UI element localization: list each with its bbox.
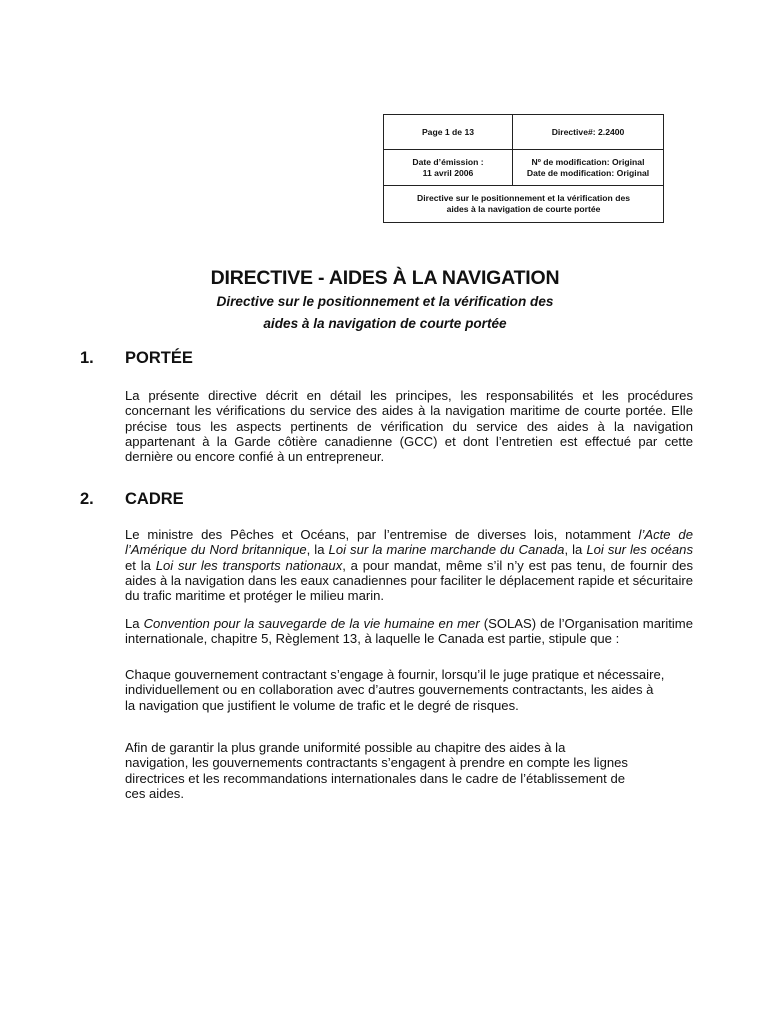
text-run: , la — [306, 542, 329, 558]
section-2-number: 2. — [80, 490, 94, 508]
document-title-line-2: aides à la navigation de courte portée — [446, 204, 601, 214]
subtitle-line-1: Directive sur le positionnement et la vérification des — [216, 294, 554, 309]
text-run: (SOLAS) de l’Organisation maritime internationale, chapitre 5, Règlement 13, à laquelle le Canada est partie, stipule que : — [125, 616, 693, 647]
text-run: , a pour mandat, même s’il n’y est pas tenu, de fournir des aides à la navigation dans les eaux canadiennes pour faciliter le déplacement rapide et sécuritaire du trafic maritime et protéger le milieu marin. — [125, 557, 693, 604]
modification-cell — [513, 150, 664, 186]
text-run: Le ministre des Pêches et Océans, par l’entremise de diverses lois, notamment — [125, 527, 639, 542]
law-reference: l’Acte de l’Amérique du Nord britannique — [125, 527, 693, 558]
text-run: , la — [564, 542, 587, 558]
section-2-quote: Chaque gouvernement contractant s’engage à fournir, lorsqu’il le juge pratique et nécessaire, individuellement ou en collaboration avec d’autres gouvernements contractants, les aides à la navigation que justifient le volume de trafic et le degré de risques. — [125, 667, 665, 713]
document-title-cell — [384, 186, 664, 223]
header-info-table — [383, 114, 664, 223]
issue-date-cell — [384, 150, 513, 186]
section-2-paragraph-2 — [125, 616, 693, 647]
issue-date-label: Date d’émission : — [412, 156, 484, 167]
convention-reference: Convention pour la sauvegarde de la vie humaine en mer — [143, 616, 480, 631]
main-title: DIRECTIVE - AIDES À LA NAVIGATION — [210, 267, 560, 289]
issue-date: 11 avril 2006 — [422, 167, 474, 178]
section-2-paragraph-1 — [125, 527, 693, 603]
text-run: et la — [125, 557, 156, 573]
directive-number: Directive#: 2.2400 — [513, 115, 664, 150]
page-number: Page 1 de 13 — [384, 115, 513, 150]
section-2-paragraph-4: Afin de garantir la plus grande uniformité possible au chapitre des aides à la navigation, les gouvernements contractants s’engagent à prendre en compte les lignes directrices et les recommandations internationales dans le cadre de l’établissement de ces aides. — [125, 740, 628, 801]
section-1-number: 1. — [80, 349, 94, 367]
section-1-paragraph: La présente directive décrit en détail les principes, les responsabilités et les procédures concernant les vérifications du service des aides à la navigation maritime de courte portée. Elle précise tous les aspects pertinents de vérification du service des aides à la navigation appartenant à la Garde côtière canadienne (GCC) et dont l’entretien est effectué par cette dernière ou encore confié à un entrepreneur. — [125, 388, 693, 465]
law-reference: Loi sur les transports nationaux — [155, 557, 343, 573]
section-1-title: PORTÉE — [125, 349, 193, 367]
law-reference: Loi sur la marine marchande du Canada — [328, 542, 565, 558]
modification-number: Nº de modification: Original — [531, 156, 645, 167]
law-reference: Loi sur les océans — [586, 542, 694, 558]
modification-date: Date de modification: Original — [526, 167, 650, 178]
section-2-title: CADRE — [125, 490, 184, 508]
document-title-line-1: Directive sur le positionnement et la vérification des — [417, 193, 630, 203]
subtitle-line-2: aides à la navigation de courte portée — [263, 316, 507, 331]
text-run: La — [125, 616, 144, 631]
